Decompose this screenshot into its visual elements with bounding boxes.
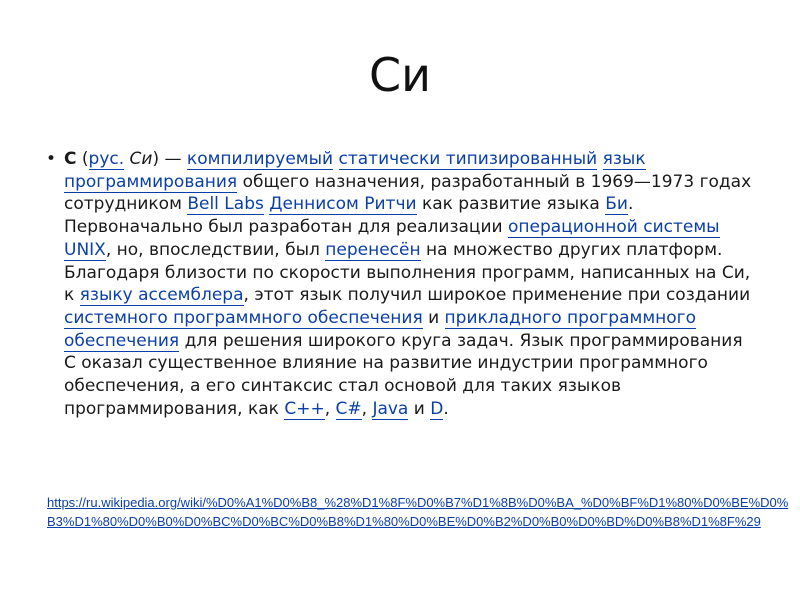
link-system-software[interactable]: системного программного обеспечения bbox=[64, 307, 423, 328]
text-run: . bbox=[443, 398, 449, 419]
text-run: на множество других платформ. Благодаря близости по скорости выполнения программ, написанных на Си, к bbox=[64, 239, 751, 306]
link-unix[interactable]: UNIX bbox=[64, 239, 106, 260]
text-run: , но, впоследствии, был bbox=[105, 239, 326, 260]
link-programming-language[interactable]: язык программирования bbox=[64, 149, 646, 192]
text-run: и bbox=[422, 307, 445, 328]
text-run bbox=[333, 149, 338, 169]
link-static-typing[interactable]: статически типизированный bbox=[338, 149, 598, 169]
link-cpp[interactable]: C++ bbox=[284, 398, 325, 419]
bullet-marker: • bbox=[46, 149, 57, 169]
link-ported[interactable]: перенесён bbox=[325, 239, 421, 260]
link-bell-labs[interactable]: Bell Labs bbox=[187, 194, 264, 215]
link-dennis-ritchie[interactable]: Деннисом Ритчи bbox=[269, 194, 417, 215]
text-run: для решения широкого круга задач. Язык программирования C оказал существенное влияние на развитие индустрии программного обеспечения, а его синтаксис стал основой для таких языков программирования, как bbox=[64, 330, 743, 419]
text-run: . Первоначально был разработан для реализации bbox=[64, 194, 634, 238]
link-rus[interactable]: рус. bbox=[88, 149, 125, 169]
link-b-language[interactable]: Би bbox=[605, 194, 628, 215]
link-d-language[interactable]: D bbox=[430, 398, 444, 419]
text-run: ) — bbox=[152, 149, 187, 169]
link-java[interactable]: Java bbox=[372, 398, 409, 419]
text-run: ( bbox=[76, 149, 89, 169]
text-run: , bbox=[324, 398, 336, 419]
source-url-link[interactable]: https://ru.wikipedia.org/wiki/%D0%A1%D0%B8_%28%D1%8F%D0%B7%D1%8B%D0%BA_%D0%BF%D1%80%D0%BE%D0%B3%D1%80%D0%B0%D0%BC%D0%BC%D0%B8%D1%80%D0%BE%D0%B2%D0%B0%D0%BD%D0%B8%D1%8F%29 bbox=[47, 495, 789, 529]
bullet-item bbox=[46, 148, 766, 420]
term-si: Си bbox=[129, 149, 153, 169]
link-operating-system[interactable]: операционной системы bbox=[507, 217, 720, 238]
slide-title: Си bbox=[368, 48, 431, 102]
text-run: , bbox=[361, 398, 373, 419]
bullet-text bbox=[64, 148, 754, 420]
text-run: и bbox=[408, 398, 431, 419]
text-run bbox=[597, 149, 602, 169]
text-run: общего назначения, разработанный в 1969—1973 годах сотрудником bbox=[64, 171, 752, 215]
link-csharp[interactable]: C# bbox=[335, 398, 362, 419]
link-application-software[interactable]: прикладного программного обеспечения bbox=[64, 307, 697, 351]
text-run: как развитие языка bbox=[416, 194, 606, 215]
text-run: , этот язык получил широкое применение при создании bbox=[243, 285, 751, 306]
term-c: C bbox=[64, 149, 77, 169]
link-compiled[interactable]: компилируемый bbox=[186, 149, 334, 169]
link-assembly-language[interactable]: языку ассемблера bbox=[79, 285, 244, 306]
